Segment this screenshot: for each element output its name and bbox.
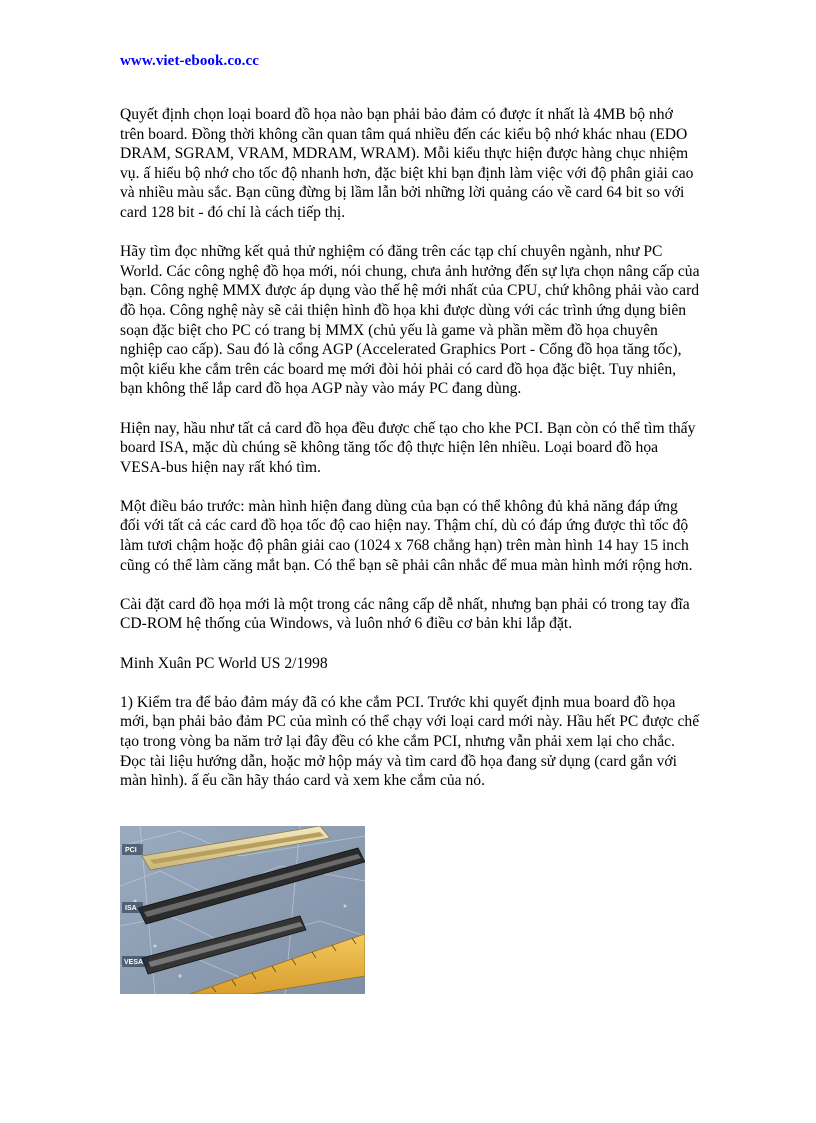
expansion-slots-illustration (120, 826, 365, 994)
paragraph-installation: Cài đặt card đồ họa mới là một trong các nâng cấp dễ nhất, nhưng bạn phải có trong tay đĩa CD-ROM hệ thống của Windows, và luôn nhớ 6 điều cơ bản khi lắp đặt. (120, 595, 690, 633)
document-body (120, 105, 700, 810)
paragraph-new-technologies: Hãy tìm đọc những kết quả thử nghiệm có đăng trên các tạp chí chuyên ngành, như PC World. Các công nghệ đồ họa mới, nói chung, chưa ảnh hưởng đến sự lựa chọn nâng cấp của bạn. Công nghệ MMX được áp dụng vào thế hệ mới nhất của CPU, chứ không phải vào card đồ họa. Công nghệ này sẽ cải thiện hình đồ họa khi được dùng với các trình ứng dụng biên soạn đặc biệt cho PC có trang bị MMX (chủ yếu là game và phần mềm đồ họa chuyên nghiệp cao cấp). Sau đó là cổng AGP (Accelerated Graphics Port - Cổng đồ họa tăng tốc), một kiểu khe cắm trên các board mẹ mới đòi hỏi phải có card đồ họa đặc biệt. Tuy nhiên, bạn không thể lắp card đồ họa AGP này vào máy PC đang dùng. (120, 243, 700, 398)
isa-label: ISA (125, 905, 137, 912)
paragraph-monitor-warning: Một điều báo trước: màn hình hiện đang dùng của bạn có thể không đủ khả năng đáp ứng đối với tất cả các card đồ họa tốc độ cao hiện nay. Thậm chí, dù có đáp ứng được thì tốc độ làm tươi chậm hoặc độ phân giải cao (1024 x 768 chẳng hạn) trên màn hình 14 hay 15 inch cũng có thể làm căng mắt bạn. Có thể bạn sẽ phải cân nhắc để mua màn hình mới rộng hơn. (120, 497, 693, 574)
paragraph-graphics-memory: Quyết định chọn loại board đồ họa nào bạn phải bảo đảm có được ít nhất là 4MB bộ nhớ trên board. Đồng thời không cần quan tâm quá nhiều đến các kiểu bộ nhớ khác nhau (EDO DRAM, SGRAM, VRAM, MDRAM, WRAM). Mỗi kiểu thực hiện được hàng chục nhiệm vụ. ấ hiểu bộ nhớ cho tốc độ nhanh hơn, đặc biệt khi bạn định làm việc với độ phân giải cao và nhiều màu sắc. Bạn cũng đừng bị lầm lẫn bởi những lời quảng cáo về card 64 bit so với card 128 bit - đó chỉ là cách tiếp thị. (120, 106, 694, 221)
paragraph-pci-slot: Hiện nay, hầu như tất cả card đồ họa đều được chế tạo cho khe PCI. Bạn còn có thể tìm thấy board ISA, mặc dù chúng sẽ không tăng tốc độ thực hiện lên nhiều. Loại board đồ họa VESA-bus hiện nay rất khó tìm. (120, 419, 696, 476)
pci-label: PCI (125, 847, 137, 854)
paragraph-step-1: 1) Kiểm tra để bảo đảm máy đã có khe cắm PCI. Trước khi quyết định mua board đồ họa mới, bạn phải bảo đảm PC của mình có thể chạy với loại card mới này. Hầu hết PC được chế tạo trong vòng ba năm trở lại đây đều có khe cắm PCI, nhưng vẫn phải xem lại cho chắc. Đọc tài liệu hướng dẫn, hoặc mở hộp máy và tìm card đồ họa đang sử dụng (card gắn với màn hình). ấ ếu cần hãy tháo card và xem khe cắm của nó. (120, 693, 700, 790)
paragraph-author-credit: Minh Xuân PC World US 2/1998 (120, 654, 328, 672)
expansion-slots-photo (120, 826, 365, 994)
header-website-link[interactable]: www.viet-ebook.co.cc (120, 53, 260, 69)
vesa-label: VESA (124, 959, 144, 966)
